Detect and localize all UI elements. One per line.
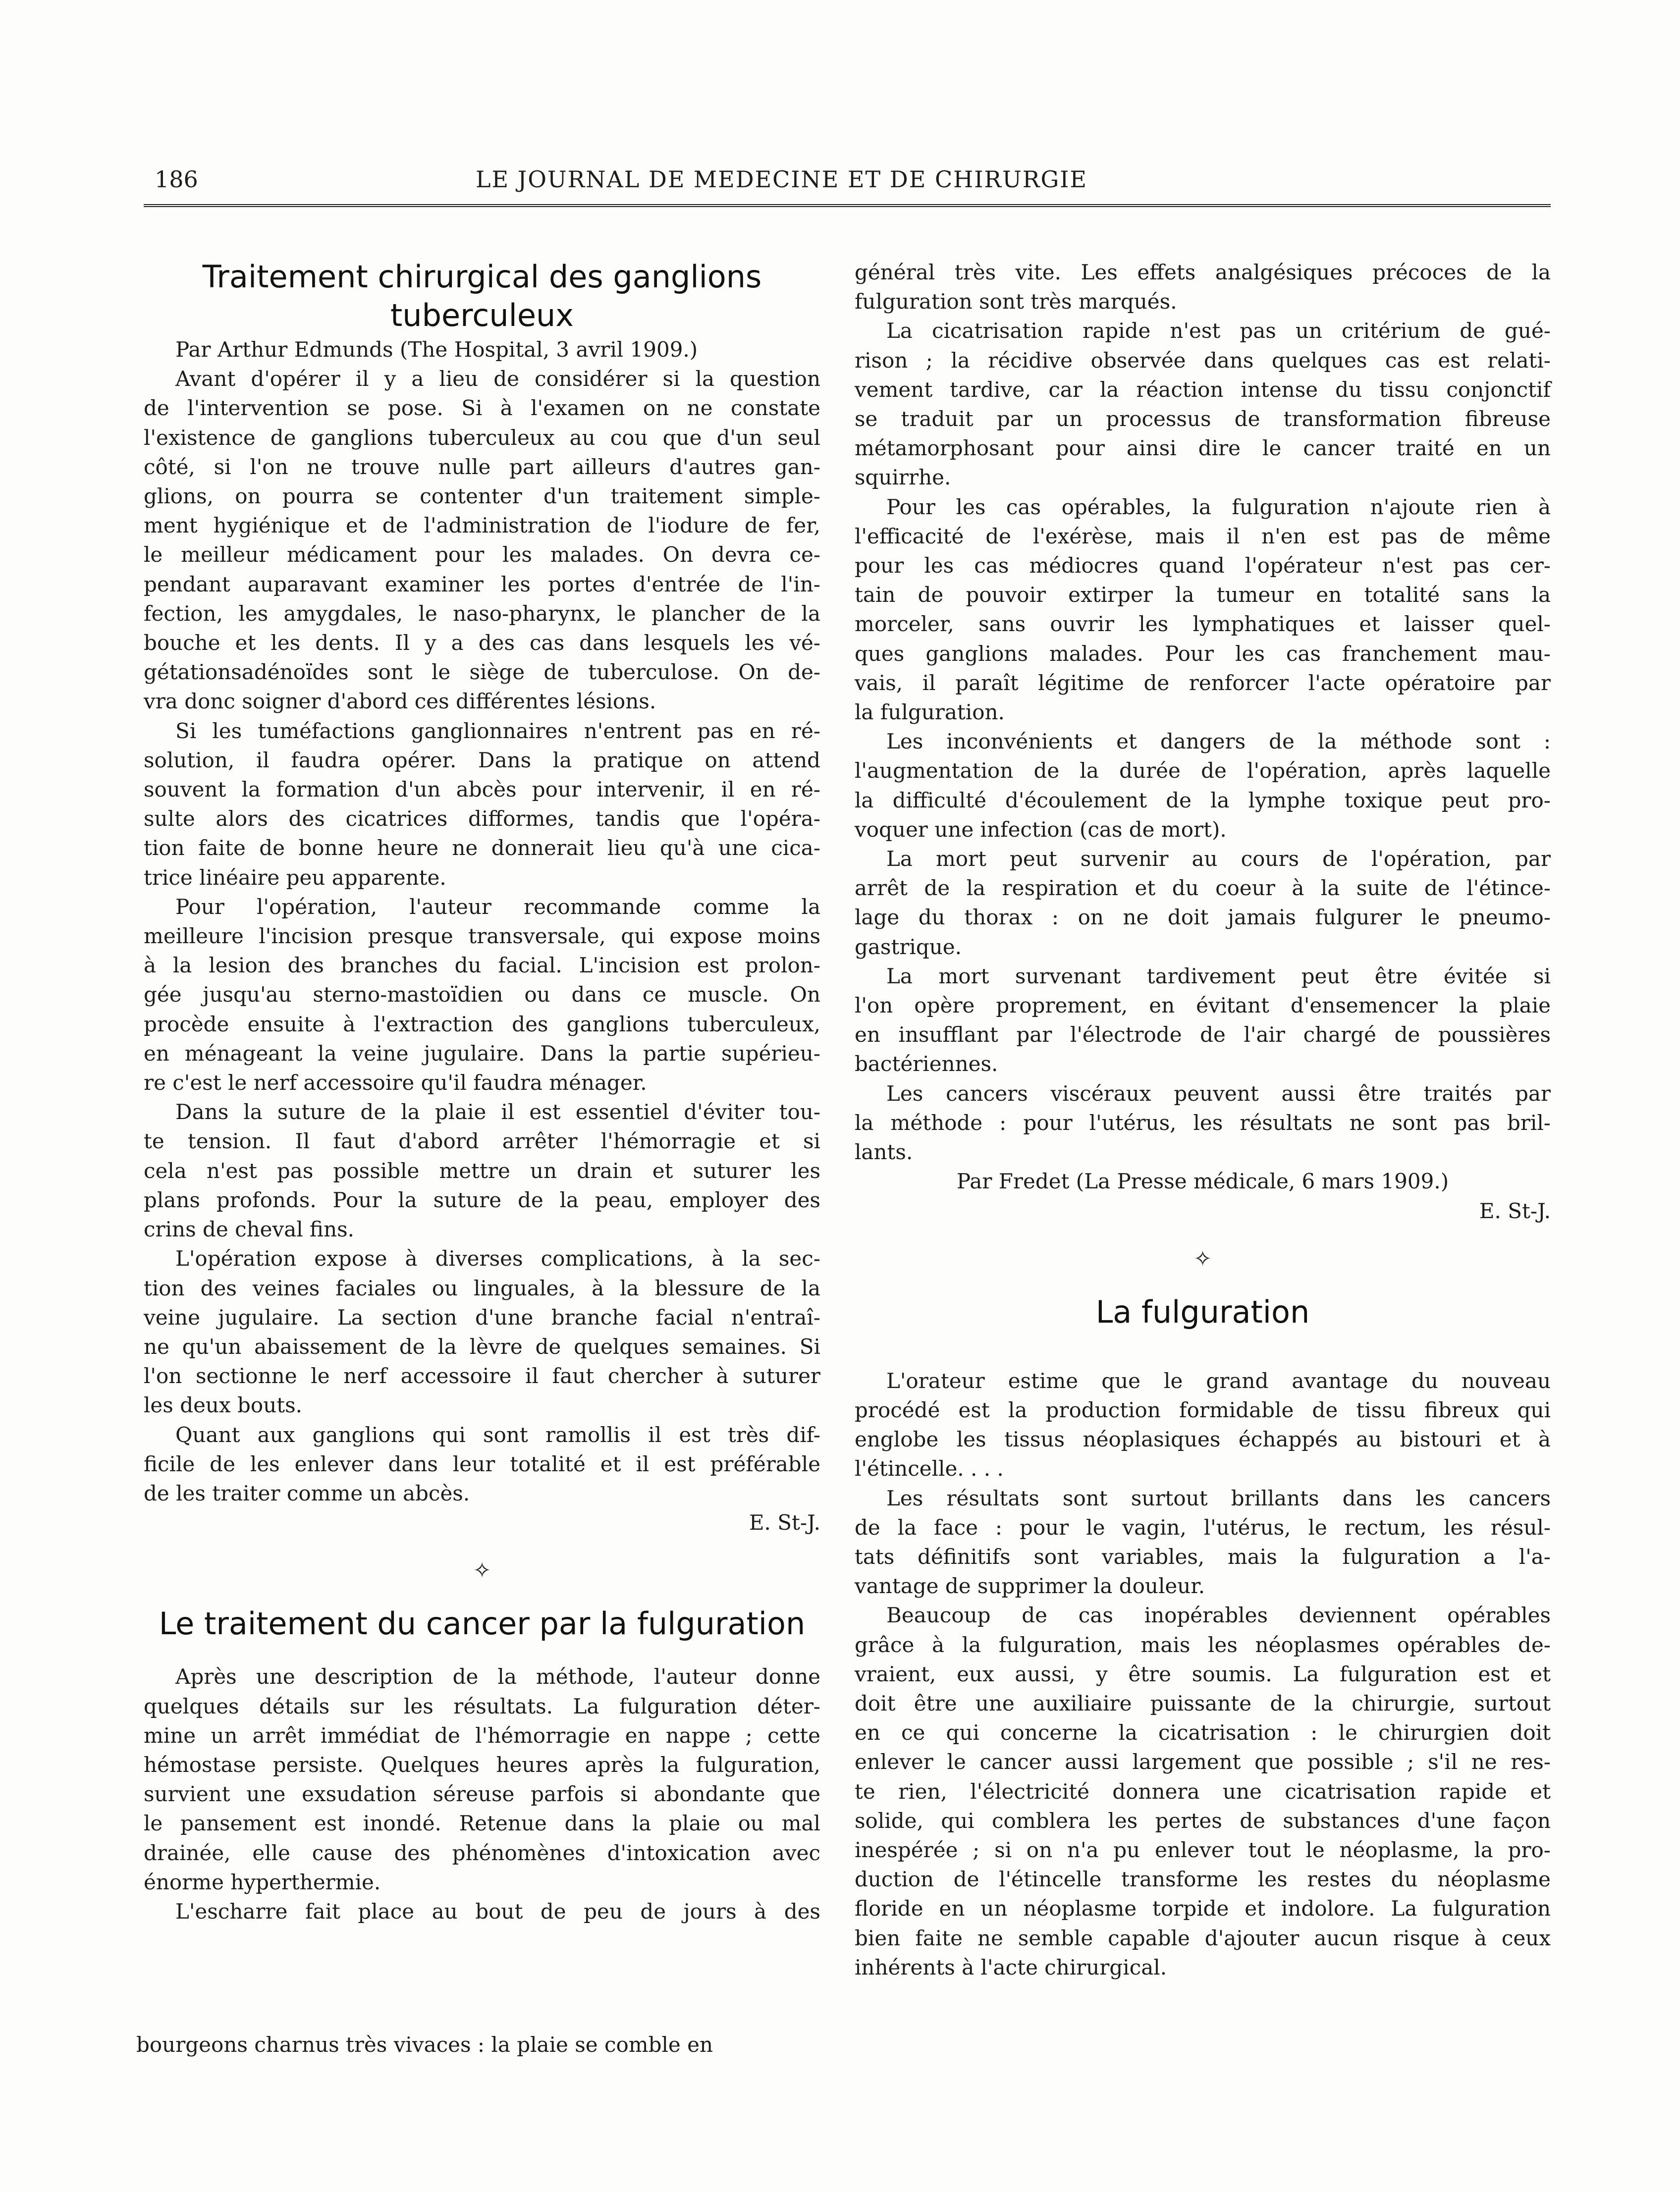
paragraph [855, 1079, 1551, 1167]
paragraph [144, 1662, 820, 1897]
text-line: la méthode : pour l'utérus, les résultats ne sont pas bril- [855, 1110, 1551, 1135]
text-line: l'augmentation de la durée de l'opération, après laquelle [855, 758, 1551, 783]
spacer [144, 1586, 820, 1605]
spacer [855, 1274, 1551, 1293]
text-line: te tension. Il faut d'abord arrêter l'hémorragie et si [144, 1129, 820, 1154]
text-line: Après une description de la méthode, l'auteur donne [175, 1664, 820, 1689]
paragraph [855, 1601, 1551, 1982]
ornament-icon: ✧ [473, 1558, 491, 1584]
text-line: Dans la suture de la plaie il est essentiel d'éviter tou- [175, 1100, 820, 1124]
text-line: métamorphosant pour ainsi dire le cancer traité en un [855, 436, 1551, 461]
text-line: Avant d'opérer il y a lieu de considérer si la question [175, 367, 820, 391]
text-line: en ménageant la veine jugulaire. Dans la partie supérieu- [144, 1041, 820, 1066]
text-line: vantage de supprimer la douleur. [855, 1574, 1205, 1599]
header-rule [144, 204, 1551, 207]
text-line: à la lesion des branches du facial. L'incision est prolon- [144, 953, 820, 978]
text-line: re c'est le nerf accessoire qu'il faudra ménager. [144, 1070, 647, 1095]
text-line: meilleure l'incision presque transversale, qui expose moins [144, 924, 820, 949]
text-line: tion faite de bonne heure ne donnerait lieu qu'à une cica- [144, 836, 820, 860]
text-line: hémostase persiste. Quelques heures après la fulguration, [144, 1752, 820, 1777]
text-line: ment hygiénique et de l'administration de l'iodure de fer, [144, 513, 820, 538]
spacer [144, 1643, 820, 1662]
text-line: énorme hyperthermie. [144, 1870, 381, 1894]
signature: E. St-J. [749, 1510, 820, 1535]
text-line: gée jusqu'au sterno-mastoïdien ou dans ce muscle. On [144, 982, 820, 1007]
text-line: vra donc soigner d'abord ces différentes lésions. [144, 689, 656, 714]
signature: E. St-J. [1479, 1198, 1551, 1223]
text-line: doit être une auxiliaire puissante de la chirurgie, surtout [855, 1691, 1551, 1715]
text-line: tion des veines faciales ou linguales, à la blessure de la [144, 1276, 820, 1300]
text-line: l'efficacité de l'exérèse, mais il n'en est pas de même [855, 524, 1551, 548]
text-line: squirrhe. [855, 465, 951, 490]
text-line: grâce à la fulguration, mais les néoplasmes opérables de- [855, 1632, 1551, 1657]
text-line: procède ensuite à l'extraction des ganglions tuberculeux, [144, 1012, 820, 1036]
text-line: tats définitifs sont variables, mais la fulguration a l'a- [855, 1544, 1551, 1569]
text-line: lants. [855, 1140, 913, 1165]
text-line: général très vite. Les effets analgésiques précoces de la [855, 260, 1551, 284]
ornament-icon: ✧ [1193, 1246, 1212, 1272]
text-line: La mort peut survenir au cours de l'opération, par [886, 847, 1551, 871]
text-line: sulte alors des cicatrices difformes, tandis que l'opéra- [144, 806, 820, 831]
text-line: arrêt de la respiration et du coeur à la suite de l'étince- [855, 876, 1551, 901]
spacer [855, 1332, 1551, 1366]
text-line: les deux bouts. [144, 1393, 303, 1418]
text-line: de la face : pour le vagin, l'utérus, le rectum, les résul- [855, 1515, 1551, 1540]
text-line: floride en un néoplasme torpide et indolore. La fulguration [855, 1896, 1551, 1921]
text-line: La mort survenant tardivement peut être évitée si [886, 963, 1551, 988]
text-line: de l'intervention se pose. Si à l'examen on ne constate [144, 396, 820, 421]
text-line: l'on sectionne le nerf accessoire il faut chercher à suturer [144, 1364, 820, 1389]
text-line: Les inconvénients et dangers de la méthode sont : [886, 729, 1551, 754]
text-line: Pour l'opération, l'auteur recommande comme la [175, 894, 820, 919]
page-number: 186 [155, 166, 198, 193]
spacer [855, 1226, 1551, 1244]
text-line: en ce qui concerne la cicatrisation : le chirurgien doit [855, 1720, 1551, 1745]
text-line: solution, il faudra opérer. Dans la pratique on attend [144, 748, 820, 772]
text-line: te rien, l'électricité donnera une cicatrisation rapide et [855, 1779, 1551, 1804]
text-line: de les traiter comme un abcès. [144, 1481, 470, 1505]
text-line: gastrique. [855, 934, 962, 959]
text-line: le pansement est inondé. Retenue dans la plaie ou mal [144, 1811, 820, 1836]
right-column [855, 258, 1551, 1982]
text-line: bouche et les dents. Il y a des cas dans lesquels les vé- [144, 631, 820, 655]
article-body-continuation [855, 258, 1551, 1167]
text-line: cela n'est pas possible mettre un drain et suturer les [144, 1158, 820, 1183]
text-line: englobe les tissus néoplasiques échappés au bistouri et à [855, 1427, 1551, 1452]
title-line: Traitement chirurgical des ganglions [202, 259, 762, 295]
source-citation: Par Fredet (La Presse médicale, 6 mars 1909.) [956, 1169, 1449, 1194]
paragraph [144, 1244, 820, 1420]
text-line: vais, il paraît légitime de renforcer l'acte opératoire par [855, 670, 1551, 695]
text-line: Beaucoup de cas inopérables deviennent opérables [886, 1603, 1551, 1628]
text-line: le meilleur médicament pour les malades. On devra ce- [144, 542, 820, 567]
text-line: Si les tuméfactions ganglionnaires n'entrent pas en ré- [175, 718, 820, 743]
paragraph [855, 1366, 1551, 1484]
text-line: tain de pouvoir extirper la tumeur en totalité sans la [855, 583, 1551, 607]
spacer [144, 1537, 820, 1556]
paragraph [855, 727, 1551, 844]
text-line: lage du thorax : on ne doit jamais fulgurer le pneumo- [855, 905, 1551, 930]
text-line: plans profonds. Pour la suture de la peau, employer des [144, 1187, 820, 1212]
text-line: vement tardive, car la réaction intense du tissu conjonctif [855, 377, 1551, 402]
article-title-ganglions [144, 258, 820, 335]
text-line: trice linéaire peu apparente. [144, 865, 446, 890]
running-title: LE JOURNAL DE MEDECINE ET DE CHIRURGIE [476, 166, 1087, 193]
text-line: rison ; la récidive observée dans quelques cas est relati- [855, 348, 1551, 373]
tail-line: bourgeons charnus très vivaces : la plaie se comble en [136, 2033, 713, 2057]
text-line: La cicatrisation rapide n'est pas un critérium de gué- [886, 319, 1551, 343]
text-line: bactériennes. [855, 1052, 998, 1076]
left-column [144, 258, 820, 1926]
text-line: mine un arrêt immédiat de l'hémorragie en nappe ; cette [144, 1723, 820, 1748]
text-line: morceler, sans ouvrir les lymphatiques et laisser quel- [855, 612, 1551, 637]
article-body-la-fulguration [855, 1366, 1551, 1982]
text-line: vraient, eux aussi, y être soumis. La fulguration est et [855, 1661, 1551, 1686]
paragraph [144, 892, 820, 1097]
text-line: Les résultats sont surtout brillants dans les cancers [886, 1486, 1551, 1510]
text-line: glions, on pourra se contenter d'un traitement simple- [144, 484, 820, 509]
text-line: L'escharre fait place au bout de peu de jours à des [175, 1899, 820, 1924]
text-line: veine jugulaire. La section d'une branche facial n'entraî- [144, 1305, 820, 1330]
text-line: fection, les amygdales, le naso-pharynx, le plancher de la [144, 601, 820, 626]
text-line: procédé est la production formidable de tissu fibreux qui [855, 1397, 1551, 1422]
text-line: duction de l'étincelle transforme les restes du néoplasme [855, 1867, 1551, 1892]
text-line: Les cancers viscéraux peuvent aussi être traités par [886, 1081, 1551, 1106]
text-line: crins de cheval fins. [144, 1217, 355, 1242]
text-line: Par Arthur Edmunds (The Hospital, 3 avril 1909.) [175, 337, 698, 362]
paragraph [855, 492, 1551, 727]
text-line: l'on opère proprement, en évitant d'ensemencer la plaie [855, 993, 1551, 1018]
paragraph [855, 1484, 1551, 1601]
text-line: ne qu'un abaissement de la lèvre de quelques semaines. Si [144, 1334, 820, 1359]
text-line: se traduit par un processus de transformation fibreuse [855, 407, 1551, 431]
text-line: l'existence de ganglions tuberculeux au cou que d'un seul [144, 425, 820, 450]
text-line: solide, qui comblera les pertes de substances d'une façon [855, 1808, 1551, 1833]
text-line: Pour les cas opérables, la fulguration n'ajoute rien à [886, 494, 1551, 519]
paragraph [855, 258, 1551, 316]
paragraph [144, 364, 820, 716]
text-line: drainée, elle cause des phénomènes d'intoxication avec [144, 1840, 820, 1865]
text-line: survient une exsudation séreuse parfois si abondante que [144, 1782, 820, 1807]
text-line: souvent la formation d'un abcès pour intervenir, il en ré- [144, 777, 820, 802]
text-line: la fulguration. [855, 700, 1005, 725]
text-line: côté, si l'on ne trouve nulle part ailleurs d'autres gan- [144, 454, 820, 479]
text-line: gétationsadénoïdes sont le siège de tuberculose. On de- [144, 660, 820, 685]
text-line: Quant aux ganglions qui sont ramollis il est très dif- [175, 1422, 820, 1447]
title-line: tuberculeux [390, 297, 574, 333]
text-line: inhérents à l'acte chirurgical. [855, 1955, 1167, 1979]
article-body-cancer-fulguration [144, 1662, 820, 1926]
paragraph [144, 335, 820, 364]
text-line: inespérée ; si on n'a pu enlever tout le néoplasme, la pro- [855, 1837, 1551, 1862]
paragraph [144, 716, 820, 892]
article-body-ganglions [144, 335, 820, 1508]
text-line: bien faite ne semble capable d'ajouter aucun risque à ceux [855, 1926, 1551, 1950]
text-line: fulguration sont très marqués. [855, 289, 1177, 314]
text-line: voquer une infection (cas de mort). [855, 817, 1227, 842]
text-line: L'orateur estime que le grand avantage du nouveau [886, 1368, 1551, 1393]
paragraph [144, 1097, 820, 1244]
text-line: l'étincelle. . . . [855, 1456, 1004, 1481]
text-line: enlever le cancer aussi largement que possible ; s'il ne res- [855, 1750, 1551, 1774]
paragraph [855, 316, 1551, 492]
text-line: en insufflant par l'électrode de l'air chargé de poussières [855, 1022, 1551, 1047]
text-line: pour les cas médiocres quand l'opérateur n'est pas cer- [855, 553, 1551, 578]
paragraph [144, 1897, 820, 1926]
paragraph [855, 844, 1551, 962]
text-line: ques ganglions malades. Pour les cas franchement mau- [855, 641, 1551, 666]
text-line: ficile de les enlever dans leur totalité et il est préférable [144, 1451, 820, 1476]
article-title-la-fulguration: La fulguration [1095, 1293, 1310, 1330]
text-line: la difficulté d'écoulement de la lymphe toxique peut pro- [855, 788, 1551, 812]
article-title-cancer-fulguration: Le traitement du cancer par la fulguration [159, 1605, 806, 1642]
paragraph [144, 1420, 820, 1508]
text-line: L'opération expose à diverses complications, à la sec- [175, 1246, 820, 1271]
text-line: pendant auparavant examiner les portes d'entrée de l'in- [144, 572, 820, 596]
paragraph [855, 962, 1551, 1079]
text-line: quelques détails sur les résultats. La fulguration déter- [144, 1694, 820, 1718]
